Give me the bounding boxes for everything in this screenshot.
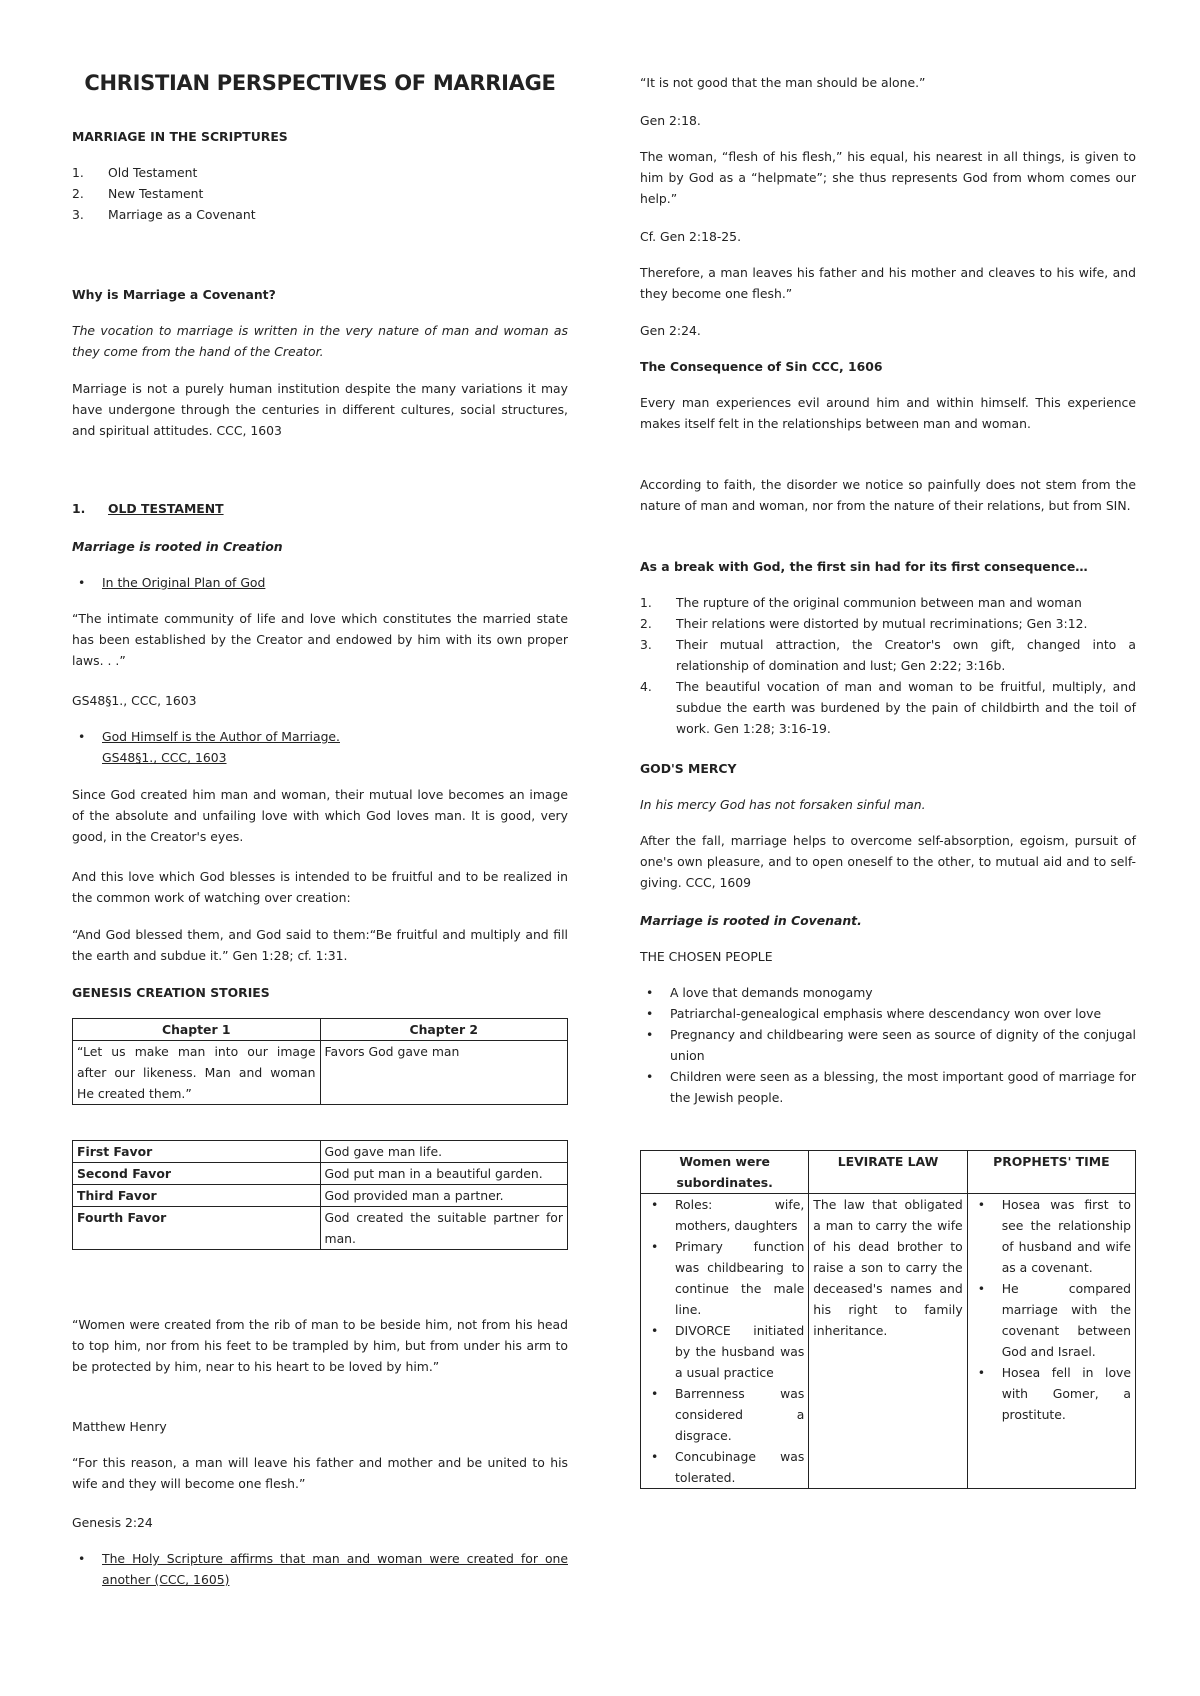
table-row: Third Favor God provided man a partner. (73, 1185, 568, 1207)
citation-gen-2-18: Gen 2:18. (640, 113, 701, 128)
gods-mercy-heading: GOD'S MERCY (640, 761, 737, 776)
list-item: 4. The beautiful vocation of man and woman to be fruitful, multiply, and subdue the earth was burdened by the pain of childbirth and the toil of work. Gen 1:28; 3:16-19. (640, 679, 1136, 736)
list-item: • DIVORCE initiated by the husband was a usual practice (645, 1320, 804, 1383)
women-roles-cell (641, 1194, 809, 1489)
citation-gen-2-18-25: Cf. Gen 2:18-25. (640, 229, 742, 244)
disorder-paragraph: According to faith, the disorder we notice so painfully does not stem from the nature of man and woman, nor from the nature of their relations, but from SIN. (640, 477, 1136, 513)
be-fruitful-quote: “And God blessed them, and God said to them:“Be fruitful and multiply and fill the earth and subdue it.” Gen 1:28; cf. 1:31. (72, 927, 568, 963)
rib-of-man-quote: “Women were created from the rib of man to be beside him, not from his head to top him, nor from his feet to be trampled by him, but from under his arm to be protected by him, near to his heart to be loved by him.” (72, 1317, 568, 1374)
rooted-in-creation-heading: Marriage is rooted in Creation (72, 539, 283, 554)
old-testament-heading: 1. OLD TESTAMENT (72, 501, 224, 516)
consequence-of-sin-heading: The Consequence of Sin CCC, 1606 (640, 359, 883, 374)
intimate-community-quote: “The intimate community of life and love which constitutes the married state has been established by the Creator and endowed by him with its own proper laws. . .” (72, 611, 568, 668)
author-of-marriage-bullet: • God Himself is the Author of Marriage. GS48§1., CCC, 1603 (72, 726, 568, 768)
chapter-2-cell: Favors God gave man (320, 1041, 568, 1105)
chapters-table (72, 1018, 568, 1105)
chapter-2-header: Chapter 2 (320, 1019, 568, 1041)
table-row: Second Favor God put man in a beautiful garden. (73, 1163, 568, 1185)
one-flesh-quote: “For this reason, a man will leave his father and mother and be united to his wife and they will become one flesh.” (72, 1455, 568, 1491)
consequences-list (640, 592, 1136, 739)
list-item: • A love that demands monogamy (640, 982, 1136, 1003)
chosen-people-list (640, 982, 1136, 1108)
prophets-time-header: PROPHETS' TIME (967, 1151, 1135, 1194)
chapter-1-cell: “Let us make man into our image after our likeness. Man and woman He created them.” (73, 1041, 321, 1105)
helpmate-paragraph: The woman, “flesh of his flesh,” his equal, his nearest in all things, is given to him by God as a “helpmate”; she thus represents God from whom comes our help.” (640, 149, 1136, 206)
list-item: • Primary function was childbearing to continue the male line. (645, 1236, 804, 1320)
break-with-god-heading: As a break with God, the first sin had for its first consequence… (640, 559, 1088, 574)
list-item: 3. Their mutual attraction, the Creator's own gift, changed into a relationship of domination and lust; Gen 2:22; 3:16b. (640, 637, 1136, 673)
list-item: • Hosea fell in love with Gomer, a prostitute. (972, 1362, 1131, 1425)
table-row: Fourth Favor God created the suitable partner for man. (73, 1207, 568, 1250)
why-covenant-heading: Why is Marriage a Covenant? (72, 287, 276, 302)
not-good-alone-quote: “It is not good that the man should be alone.” (640, 75, 926, 90)
evil-experience-paragraph: Every man experiences evil around him and within himself. This experience makes itself felt in the relationships between man and woman. (640, 395, 1136, 431)
list-item: • Hosea was first to see the relationship of husband and wife as a covenant. (972, 1194, 1131, 1278)
marriage-institution-paragraph: Marriage is not a purely human institution despite the many variations it may have undergone through the centuries in different cultures, social structures, and spiritual attitudes. CCC, 1603 (72, 381, 568, 438)
covenant-table (640, 1150, 1136, 1489)
levirate-law-header: LEVIRATE LAW (809, 1151, 967, 1194)
love-blessed-paragraph: And this love which God blesses is intended to be fruitful and to be realized in the common work of watching over creation: (72, 869, 568, 905)
section-heading-scriptures: MARRIAGE IN THE SCRIPTURES (72, 129, 288, 144)
citation-gen-2-24: Gen 2:24. (640, 323, 701, 338)
list-item: • Pregnancy and childbearing were seen as source of dignity of the conjugal union (640, 1024, 1136, 1066)
list-item: • Barrenness was considered a disgrace. (645, 1383, 804, 1446)
toc-item-1: 1. Old Testament (72, 165, 198, 180)
left-column (72, 0, 568, 1587)
page-title: CHRISTIAN PERSPECTIVES OF MARRIAGE (84, 71, 556, 95)
cleaves-to-wife-paragraph: Therefore, a man leaves his father and his mother and cleaves to his wife, and they become one flesh.” (640, 265, 1136, 301)
toc-list (72, 162, 568, 225)
citation-matthew-henry: Matthew Henry (72, 1419, 167, 1434)
toc-item-3: 3. Marriage as a Covenant (72, 207, 256, 222)
vocation-paragraph: The vocation to marriage is written in the very nature of man and woman as they come from the hand of the Creator. (72, 323, 568, 359)
table-row: First Favor God gave man life. (73, 1141, 568, 1163)
levirate-law-cell: The law that obligated a man to carry the wife of his dead brother to raise a son to carry the deceased's names and his right to family inheritance. (809, 1194, 967, 1489)
list-item: • Children were seen as a blessing, the most important good of marriage for the Jewish people. (640, 1066, 1136, 1108)
after-the-fall-paragraph: After the fall, marriage helps to overcome self-absorption, egoism, pursuit of one's own pleasure, and to open oneself to the other, to mutual aid and to self-giving. CCC, 1609 (640, 833, 1136, 890)
genesis-creation-heading: GENESIS CREATION STORIES (72, 985, 270, 1000)
list-item: 1. The rupture of the original communion between man and woman (640, 595, 1082, 610)
toc-item-2: 2. New Testament (72, 186, 204, 201)
favors-table (72, 1140, 568, 1250)
list-item: • Concubinage was tolerated. (645, 1446, 804, 1488)
women-subordinates-header: Women were subordinates. (641, 1151, 809, 1194)
created-for-one-another-bullet: • The Holy Scripture affirms that man and woman were created for one another (CCC, 1605) (72, 1548, 568, 1590)
list-item: 2. Their relations were distorted by mutual recriminations; Gen 3:12. (640, 616, 1088, 631)
mercy-italic-line: In his mercy God has not forsaken sinful man. (640, 797, 926, 812)
chapter-1-header: Chapter 1 (73, 1019, 321, 1041)
prophets-time-cell (967, 1194, 1135, 1489)
chosen-people-heading: THE CHOSEN PEOPLE (640, 949, 773, 964)
mutual-love-paragraph: Since God created him man and woman, their mutual love becomes an image of the absolute and unfailing love with which God loves man. It is good, very good, in the Creator's eyes. (72, 787, 568, 844)
citation-gs48: GS48§1., CCC, 1603 (72, 693, 197, 708)
rooted-in-covenant-heading: Marriage is rooted in Covenant. (640, 913, 862, 928)
original-plan-bullet: • In the Original Plan of God (72, 572, 568, 593)
list-item: • Roles: wife, mothers, daughters (645, 1194, 804, 1236)
list-item: • Patriarchal-genealogical emphasis where descendancy won over love (640, 1003, 1136, 1024)
citation-genesis: Genesis 2:24 (72, 1515, 153, 1530)
list-item: • He compared marriage with the covenant between God and Israel. (972, 1278, 1131, 1362)
